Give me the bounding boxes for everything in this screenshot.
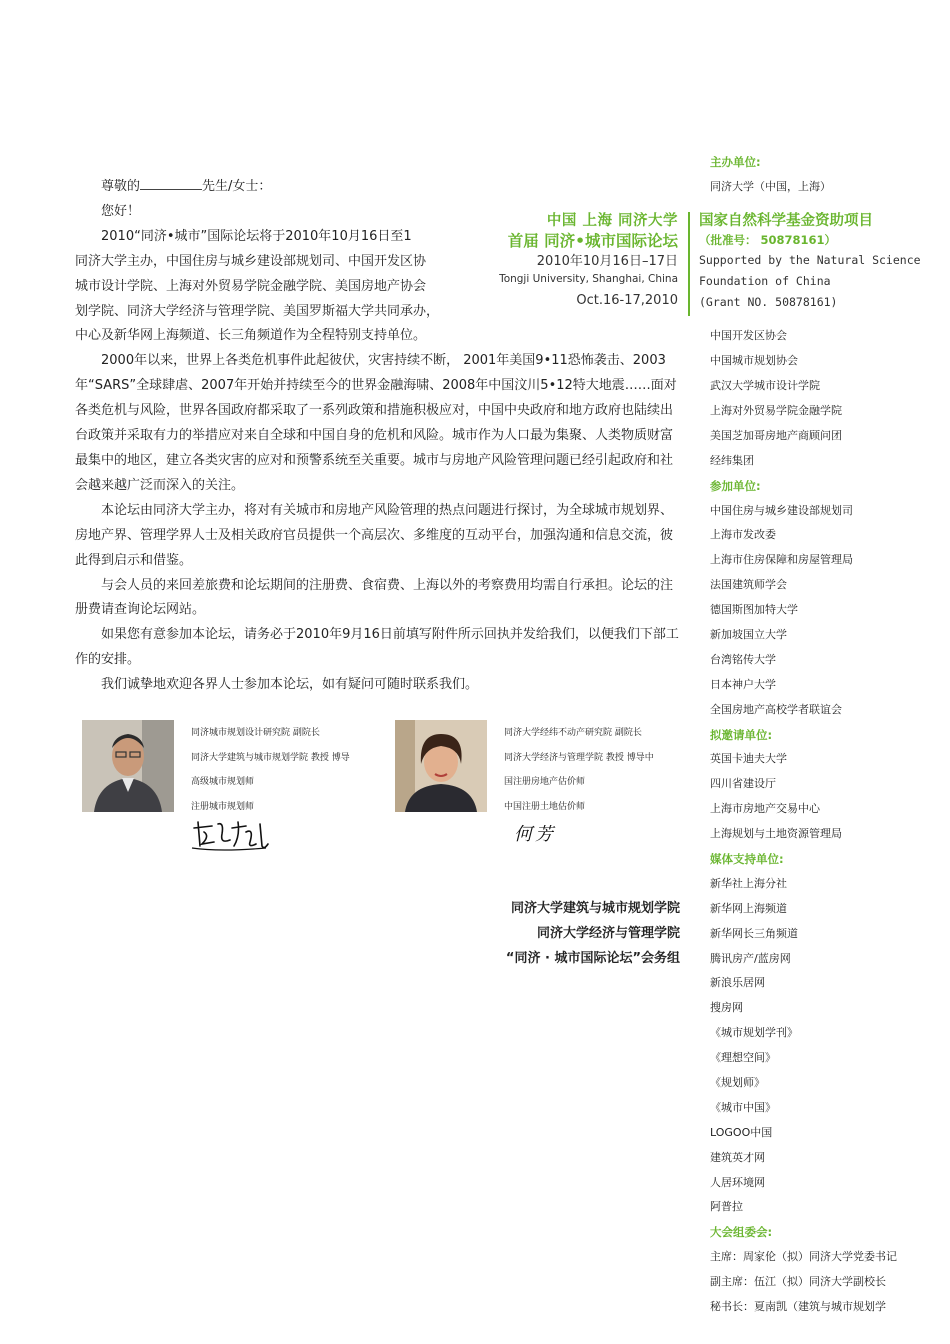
banner-forum-title: 首届 同济•城市国际论坛	[507, 232, 678, 250]
sidebar-org-item: 台湾铭传大学	[710, 652, 776, 666]
sidebar-org-item: 武汉大学城市设计学院	[710, 379, 820, 393]
profile-right-title-3: 国注册房地产估价师	[504, 777, 586, 787]
sidebar-org-item: 中国城市规划协会	[710, 354, 798, 368]
sidebar-org-item: 《城市中国》	[710, 1100, 776, 1114]
profile-left-title-4: 注册城市规划师	[191, 801, 255, 812]
profile-text-left	[191, 721, 350, 819]
portrait-woman-image	[395, 720, 487, 812]
sidebar-org-item: 人居环境网	[710, 1175, 765, 1189]
sidebar-org-item: 同济大学（中国，上海）	[710, 179, 831, 193]
paragraph-intro-line-1: 2010“同济•城市”国际论坛将于2010年10月16日至1	[101, 228, 412, 244]
profile-left-title-3: 高级城市规划师	[191, 777, 255, 787]
sidebar-section-heading: 参加单位:	[710, 478, 761, 493]
closing-line-3: “同济 · 城市国际论坛”会务组	[505, 950, 680, 966]
sidebar-org-item: 《城市规划学刊》	[710, 1026, 798, 1040]
sidebar-org-item: 经纬集团	[710, 453, 754, 467]
closing-signature-block	[440, 897, 680, 972]
closing-line-2: 同济大学经济与管理学院	[536, 925, 680, 941]
profile-photo-right	[395, 720, 487, 812]
fund-en-line-2: Foundation of China	[699, 274, 831, 288]
sidebar-org-item: 搜房网	[710, 1001, 743, 1015]
sidebar-org-item: 美国芝加哥房地产商顾问团	[710, 428, 842, 442]
greeting: 您好！	[101, 203, 141, 219]
sidebar-org-item: 秘书长：夏南凯（建筑与城市规划学	[710, 1300, 886, 1314]
banner-location-en: Tongji University, Shanghai, China	[499, 273, 678, 285]
sidebar-org-item: 上海市房地产交易中心	[710, 802, 820, 816]
sidebar-org-item: 阿普拉	[710, 1200, 743, 1214]
sidebar-org-item: 四川省建设厅	[710, 777, 776, 791]
sidebar-section-heading: 主办单位:	[710, 155, 761, 169]
fund-en-line-1: Supported by the Natural Science	[699, 253, 921, 267]
salutation-prefix: 尊敬的	[101, 179, 141, 194]
sidebar-org-item: 建筑英才网	[710, 1150, 765, 1164]
paragraph-welcome: 我们诚挚地欢迎各界人士参加本论坛，如有疑问可随时联系我们。	[101, 677, 479, 693]
sidebar-org-item: 新华网长三角频道	[710, 926, 798, 940]
sidebar-org-item: 中国开发区协会	[710, 329, 787, 343]
paragraph-intro-line-4: 划学院、同济大学经济与管理学院、美国罗斯福大学共同承办，	[75, 303, 440, 319]
profile-left-title-1: 同济城市规划设计研究院 副院长	[191, 728, 320, 738]
paragraph-intro-line-5: 中心及新华网上海频道、长三角频道作为全程特别支持单位。	[75, 328, 427, 344]
sidebar-org-item: 新华社上海分社	[710, 876, 787, 890]
sidebar-org-item: 《理想空间》	[710, 1051, 776, 1065]
paragraph-expenses: 与会人员的来回差旅费和论坛期间的注册费、食宿费、上海以外的考察费用均需自行承担。论坛的注册费请查询论坛网站。	[75, 577, 674, 618]
profile-text-right	[504, 721, 654, 819]
fund-en-line-3: (Grant NO. 50878161)	[699, 295, 838, 309]
sidebar-org-item: 日本神户大学	[710, 677, 776, 691]
sidebar-org-item: 英国卡迪夫大学	[710, 752, 787, 766]
name-blank-line	[140, 176, 202, 190]
paragraph-intro-line-2: 同济大学主办，中国住房与城乡建设部规划司、中国开发区协	[75, 253, 427, 269]
sidebar-gap	[710, 200, 945, 325]
sidebar-org-item: 主席：周家伦（拟）同济大学党委书记	[710, 1250, 897, 1264]
sidebar-org-item: 上海对外贸易学院金融学院	[710, 403, 842, 417]
sidebar-org-item: 中国住房与城乡建设部规划司	[710, 503, 853, 517]
profile-right-title-1: 同济大学经纬不动产研究院 副院长	[504, 728, 642, 738]
sidebar-org-item: 上海市发改委	[710, 528, 776, 542]
organizer-sidebar	[710, 150, 945, 1320]
salutation-suffix: 先生/女士：	[202, 179, 272, 194]
sidebar-org-item: 上海规划与土地资源管理局	[710, 827, 842, 841]
handwritten-signature-right: 何芳	[514, 824, 556, 845]
sidebar-org-item: 全国房地产高校学者联谊会	[710, 702, 842, 716]
paragraph-background: 2000年以来，世界上各类危机事件此起彼伏，灾害持续不断， 2001年美国9•11恐怖袭击、2003年“SARS”全球肆虐、2007年开始并持续至今的世界金融海啸、2008年中国汶川5•12特大地震……面对各类危机与风险，世界各国政府都采取了一系列政策和措施积极应对，中国中央政府和地方政府也陆续出台政策并采取有力的举措应对来自全球和中国自身的危机和风险。城市作为人口最为集聚、人类物质财富最集中的地区，建立各类灾害的应对和预警系统至关重要。城市与房地产风险管理问题已经引起政府和社会越来越广泛而深入的关注。	[75, 353, 677, 493]
sidebar-org-item: 副主席：伍江（拟）同济大学副校长	[710, 1275, 886, 1289]
sidebar-org-item: 腾讯房产/蓝房网	[710, 951, 791, 965]
handwritten-signature-left	[190, 818, 272, 852]
sidebar-section-heading: 拟邀请单位:	[710, 727, 773, 742]
sidebar-org-item: 《规划师》	[710, 1076, 765, 1089]
sidebar-org-item: LOGOO中国	[710, 1125, 773, 1139]
paragraph-intro-line-3: 城市设计学院、上海对外贸易学院金融学院、美国房地产协会	[75, 278, 427, 294]
profile-photo-left	[82, 720, 174, 812]
sidebar-org-item: 法国建筑师学会	[710, 578, 787, 592]
portrait-man-image	[82, 720, 174, 812]
profile-right-title-2: 同济大学经济与管理学院 教授 博导中	[504, 752, 654, 763]
sidebar-main-group	[710, 324, 945, 1320]
sidebar-org-item: 新华网上海频道	[710, 901, 787, 915]
fund-grant-cn: （批准号： 50878161）	[699, 233, 837, 247]
paragraph-registration: 如果您有意参加本论坛，请务必于2010年9月16日前填写附件所示回执并发给我们，以便我们下部工作的安排。	[75, 627, 679, 668]
sidebar-org-item: 德国斯图加特大学	[710, 603, 798, 617]
profile-right-title-4: 中国注册土地估价师	[504, 801, 586, 812]
profile-left-title-2: 同济大学建筑与城市规划学院 教授 博导	[191, 752, 350, 763]
banner-divider	[688, 212, 690, 316]
banner-date-cn: 2010年10月16日–17日	[536, 254, 678, 269]
sidebar-org-item: 新加坡国立大学	[710, 627, 787, 641]
sidebar-org-item: 新浪乐居网	[710, 976, 765, 990]
forum-banner	[470, 211, 678, 316]
sidebar-section-heading: 大会组委会:	[710, 1225, 773, 1240]
fund-title: 国家自然科学基金资助项目	[699, 213, 873, 229]
sidebar-org-item: 上海市住房保障和房屋管理局	[710, 553, 853, 567]
paragraph-forum-purpose: 本论坛由同济大学主办，将对有关城市和房地产风险管理的热点问题进行探讨，为全球城市规划界、房地产界、管理学界人士及相关政府官员提供一个高层次、多维度的互动平台，加强沟通和信息交流，彼此得到启示和借鉴。	[75, 502, 674, 568]
salutation	[75, 175, 683, 200]
banner-location: 中国 上海 同济大学	[546, 213, 678, 229]
banner-date-en: Oct.16-17,2010	[576, 293, 678, 308]
sidebar-section-heading: 媒体支持单位:	[710, 851, 784, 866]
sidebar-top-group	[710, 150, 945, 200]
closing-line-1: 同济大学建筑与城市规划学院	[510, 901, 680, 916]
